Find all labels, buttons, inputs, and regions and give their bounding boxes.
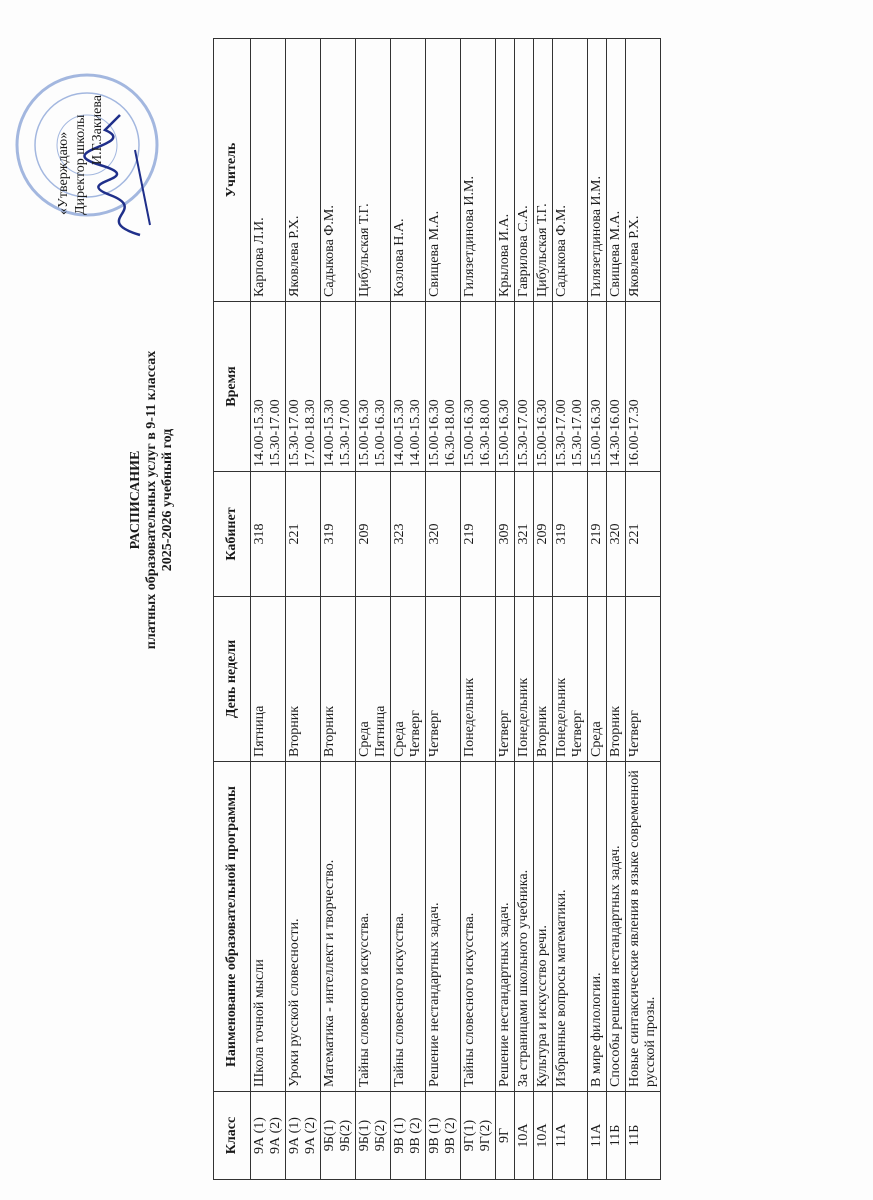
program-cell: В мире филологии. [588, 762, 607, 1092]
class-cell: 9А (1) 9А (2) [286, 1092, 321, 1180]
program-cell: Решение нестандартных задач. [426, 762, 461, 1092]
day-cell: Пятница [251, 597, 286, 762]
header-time: Время [214, 302, 251, 472]
day-cell: Среда [588, 597, 607, 762]
table-row [515, 39, 534, 1180]
room-cell: 320 [607, 472, 626, 597]
room-cell: 209 [356, 472, 391, 597]
time-cell: 15.30-17.00 15.30-17.00 [553, 302, 588, 472]
class-cell: 10А [515, 1092, 534, 1180]
approval-position: Директор школы [73, 114, 88, 215]
room-cell: 321 [515, 472, 534, 597]
room-cell: 219 [588, 472, 607, 597]
day-cell: Вторник [607, 597, 626, 762]
room-cell: 320 [426, 472, 461, 597]
day-cell: Среда Четверг [391, 597, 426, 762]
room-cell: 221 [286, 472, 321, 597]
room-cell: 319 [553, 472, 588, 597]
teacher-cell: Карпова Л.И. [251, 39, 286, 302]
day-cell: Четверг [496, 597, 515, 762]
time-cell: 15.00-16.30 16.30-18.00 [426, 302, 461, 472]
approval-block [55, 15, 106, 215]
teacher-cell: Козлова Н.А. [391, 39, 426, 302]
teacher-cell: Цибульская Т.Г. [534, 39, 553, 302]
title-year: 2025-2026 учебный год [160, 428, 175, 572]
teacher-cell: Гилязетдинова И.М. [588, 39, 607, 302]
class-cell: 11Б [607, 1092, 626, 1180]
header-day: День недели [214, 597, 251, 762]
time-cell: 15.30-17.00 17.00-18.30 [286, 302, 321, 472]
table-row [534, 39, 553, 1180]
room-cell: 319 [321, 472, 356, 597]
table-row [496, 39, 515, 1180]
table-row [461, 39, 496, 1180]
class-cell: 11А [553, 1092, 588, 1180]
room-cell: 219 [461, 472, 496, 597]
time-cell: 15.00-16.30 16.30-18.00 [461, 302, 496, 472]
table-row [626, 39, 661, 1180]
table-row [321, 39, 356, 1180]
title-heading: РАСПИСАНИЕ [128, 450, 143, 550]
time-cell: 14.30-16.00 [607, 302, 626, 472]
time-cell: 15.30-17.00 [515, 302, 534, 472]
teacher-cell: Садыкова Ф.М. [321, 39, 356, 302]
room-cell: 209 [534, 472, 553, 597]
class-cell: 9А (1) 9А (2) [251, 1092, 286, 1180]
time-cell: 16.00-17.30 [626, 302, 661, 472]
day-cell: Четверг [426, 597, 461, 762]
room-cell: 221 [626, 472, 661, 597]
teacher-cell: Гаврилова С.А. [515, 39, 534, 302]
approval-name: И.Г.Закиева [90, 95, 105, 165]
teacher-cell: Крылова И.А. [496, 39, 515, 302]
day-cell: Понедельник Четверг [553, 597, 588, 762]
day-cell: Понедельник [515, 597, 534, 762]
document-title [128, 180, 176, 820]
class-cell: 9В (1) 9В (2) [391, 1092, 426, 1180]
day-cell: Понедельник [461, 597, 496, 762]
schedule-table [213, 38, 661, 1180]
time-cell: 15.00-16.30 [496, 302, 515, 472]
teacher-cell: Яковлева Р.Х. [286, 39, 321, 302]
table-row [286, 39, 321, 1180]
time-cell: 15.00-16.30 15.00-16.30 [356, 302, 391, 472]
class-cell: 9Б(1) 9Б(2) [321, 1092, 356, 1180]
table-row [588, 39, 607, 1180]
program-cell: Тайны словесного искусства. [356, 762, 391, 1092]
class-cell: 9Г(1) 9Г(2) [461, 1092, 496, 1180]
table-row [607, 39, 626, 1180]
teacher-cell: Цибульская Т.Г. [356, 39, 391, 302]
time-cell: 14.00-15.30 14.00-15.30 [391, 302, 426, 472]
time-cell: 15.00-16.30 [588, 302, 607, 472]
day-cell: Среда Пятница [356, 597, 391, 762]
time-cell: 14.00-15.30 15.30-17.00 [251, 302, 286, 472]
class-cell: 9Г [496, 1092, 515, 1180]
program-cell: Тайны словесного искусства. [391, 762, 426, 1092]
header-program: Наименование образовательной программы [214, 762, 251, 1092]
day-cell: Четверг [626, 597, 661, 762]
title-subheading: платных образовательных услуг в 9-11 классах [144, 350, 159, 650]
program-cell: За страницами школьного учебника. [515, 762, 534, 1092]
day-cell: Вторник [534, 597, 553, 762]
class-cell: 10А [534, 1092, 553, 1180]
time-cell: 15.00-16.30 [534, 302, 553, 472]
approval-label: «Утверждаю» [56, 131, 71, 215]
table-row [553, 39, 588, 1180]
teacher-cell: Садыкова Ф.М. [553, 39, 588, 302]
program-cell: Культура и искусство речи. [534, 762, 553, 1092]
program-cell: Избранные вопросы математики. [553, 762, 588, 1092]
program-cell: Новые синтаксические явления в языке современной русской прозы. [626, 762, 661, 1092]
room-cell: 318 [251, 472, 286, 597]
day-cell: Вторник [286, 597, 321, 762]
header-room: Кабинет [214, 472, 251, 597]
table-header-row [214, 39, 251, 1180]
program-cell: Математика - интеллект и творчество. [321, 762, 356, 1092]
teacher-cell: Свищева М.А. [426, 39, 461, 302]
class-cell: 11А [588, 1092, 607, 1180]
program-cell: Решение нестандартных задач. [496, 762, 515, 1092]
room-cell: 309 [496, 472, 515, 597]
class-cell: 9В (1) 9В (2) [426, 1092, 461, 1180]
table-row [391, 39, 426, 1180]
class-cell: 11Б [626, 1092, 661, 1180]
program-cell: Уроки русской словесности. [286, 762, 321, 1092]
table-row [356, 39, 391, 1180]
class-cell: 9Б(1) 9Б(2) [356, 1092, 391, 1180]
teacher-cell: Яковлева Р.Х. [626, 39, 661, 302]
table-row [426, 39, 461, 1180]
teacher-cell: Гилязетдинова И.М. [461, 39, 496, 302]
day-cell: Вторник [321, 597, 356, 762]
table-row [251, 39, 286, 1180]
room-cell: 323 [391, 472, 426, 597]
teacher-cell: Свищева М.А. [607, 39, 626, 302]
header-class: Класс [214, 1092, 251, 1180]
program-cell: Школа точной мысли [251, 762, 286, 1092]
header-teacher: Учитель [214, 39, 251, 302]
program-cell: Способы решения нестандартных задач. [607, 762, 626, 1092]
time-cell: 14.00-15.30 15.30-17.00 [321, 302, 356, 472]
program-cell: Тайны словесного искусства. [461, 762, 496, 1092]
